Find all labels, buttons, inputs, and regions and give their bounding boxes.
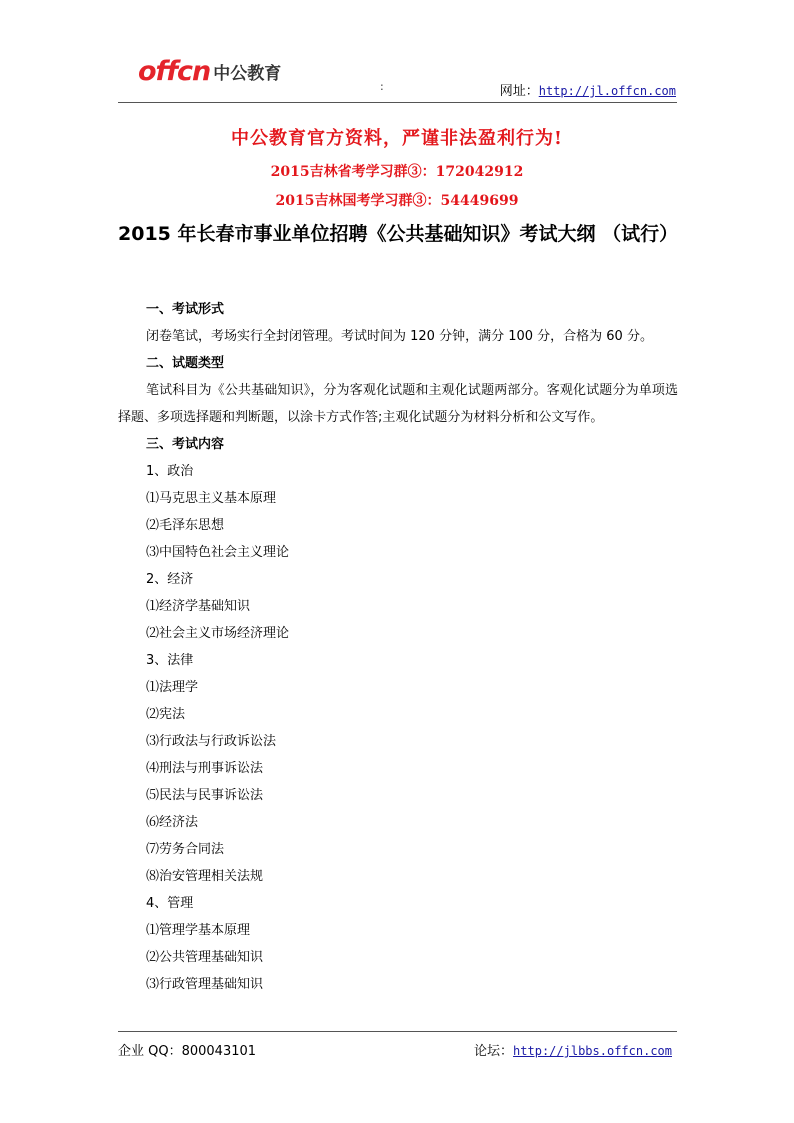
list-item: ⑴法理学 [146, 680, 199, 695]
header-colon: : [380, 80, 384, 93]
url-label: 网址： [499, 84, 539, 99]
list-item: 2、经济 [146, 572, 194, 587]
list-item: ⑵社会主义市场经济理论 [146, 626, 290, 641]
logo-chinese: 中公教育 [213, 64, 282, 84]
list-item: ⑸民法与民事诉讼法 [146, 788, 264, 803]
list-item: 4、管理 [146, 896, 194, 911]
notice-main: 中公教育官方资料，严谨非法盈利行为! [231, 128, 563, 149]
header-url-block [500, 80, 676, 99]
list-item: ⑶行政法与行政诉讼法 [146, 734, 277, 749]
section-heading-2: 二、试题类型 [146, 356, 225, 371]
offcn-logo[interactable] [138, 56, 281, 87]
document-title: 2015 年长春市事业单位招聘《公共基础知识》考试大纲 （试行） [118, 223, 679, 245]
list-item: ⑵宪法 [146, 707, 186, 722]
footer-divider [118, 1031, 677, 1032]
notice-group-2: 2015吉林国考学习群③：54449699 [275, 193, 519, 209]
list-item: 1、政治 [146, 464, 194, 479]
website-link[interactable]: http://jl.offcn.com [538, 84, 676, 98]
list-item: ⑴经济学基础知识 [146, 599, 251, 614]
logo-english: offcn [138, 56, 211, 87]
forum-link[interactable]: http://jlbbs.offcn.com [513, 1044, 672, 1058]
forum-label: 论坛： [474, 1044, 514, 1059]
list-item: ⑴管理学基本原理 [146, 923, 251, 938]
footer-qq: 企业 QQ：800043101 [118, 1044, 257, 1059]
footer-forum [474, 1040, 672, 1059]
section-heading-3: 三、考试内容 [146, 437, 225, 452]
section-text-1: 闭卷笔试，考场实行全封闭管理。考试时间为 120 分钟，满分 100 分，合格为 60 分。 [146, 329, 653, 344]
list-item: ⑺劳务合同法 [146, 842, 225, 857]
page-header [0, 0, 794, 104]
list-item: ⑵毛泽东思想 [146, 518, 225, 533]
list-item: ⑷刑法与刑事诉讼法 [146, 761, 264, 776]
list-item: ⑻治安管理相关法规 [146, 869, 264, 884]
document-body [118, 296, 678, 998]
list-item: ⑴马克思主义基本原理 [146, 491, 277, 506]
section-heading-1: 一、考试形式 [146, 302, 225, 317]
notice-group-1: 2015吉林省考学习群③：172042912 [270, 164, 524, 180]
list-item: ⑶行政管理基础知识 [146, 977, 264, 992]
header-divider [118, 102, 677, 103]
list-item: ⑹经济法 [146, 815, 199, 830]
list-item: 3、法律 [146, 653, 194, 668]
list-item: ⑶中国特色社会主义理论 [146, 545, 290, 560]
list-item: ⑵公共管理基础知识 [146, 950, 264, 965]
section-text-2: 笔试科目为《公共基础知识》，分为客观化试题和主观化试题两部分。客观化试题分为单项选择题、多项选择题和判断题，以涂卡方式作答;主观化试题分为材料分析和公文写作。 [118, 383, 678, 425]
